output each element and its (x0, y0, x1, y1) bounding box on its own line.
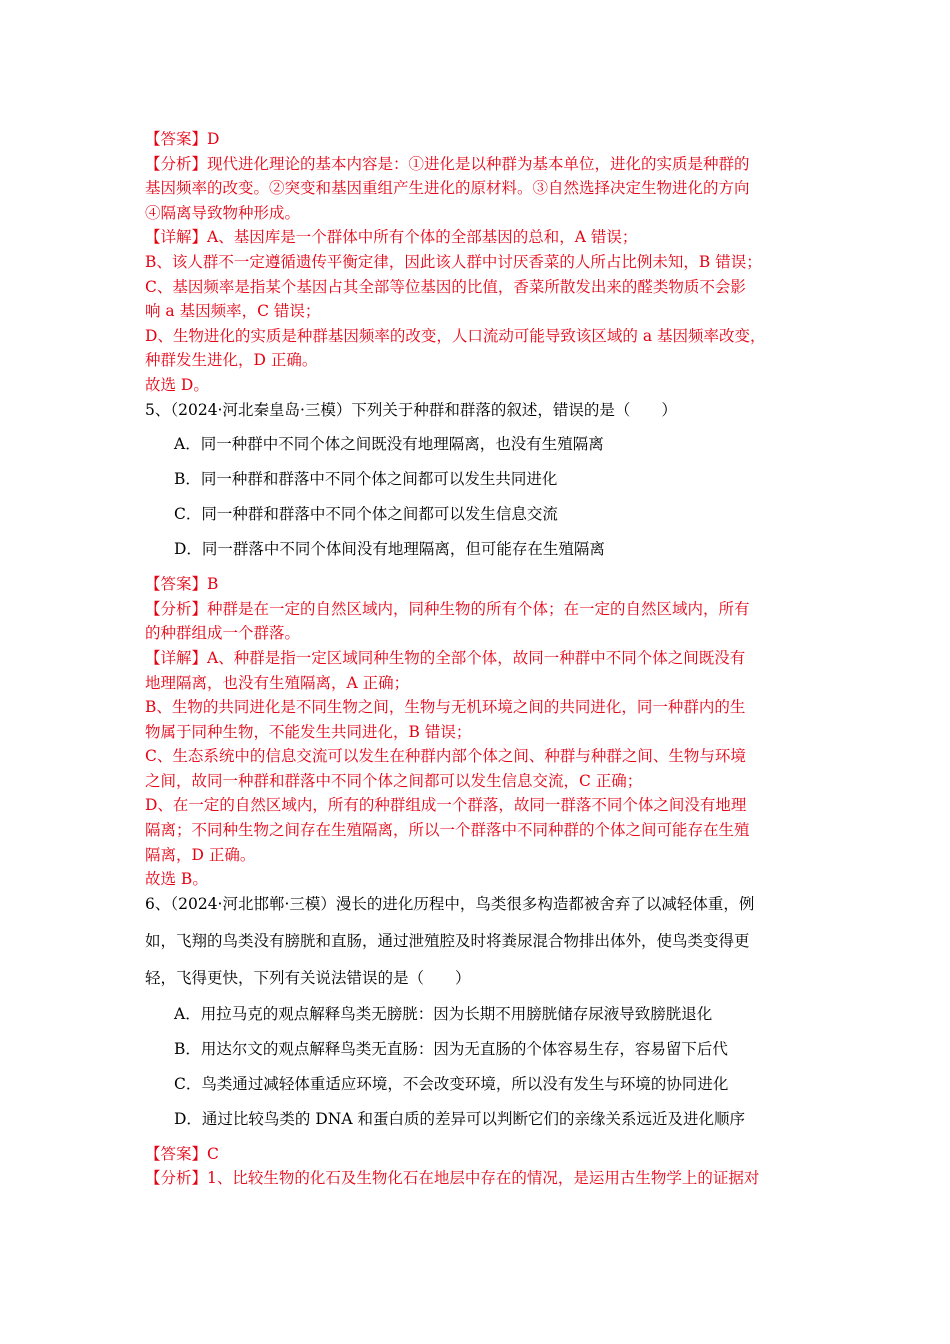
option-d: D．通过比较鸟类的 DNA 和蛋白质的差异可以判断它们的亲缘关系远近及进化顺序 (174, 1109, 745, 1128)
question-stem: 6、（2024·河北邯郸·三模）漫长的进化历程中，鸟类很多构造都被舍弃了以减轻体重，例 (145, 894, 755, 913)
option-c: C．鸟类通过减轻体重适应环境，不会改变环境，所以没有发生与环境的协同进化 (174, 1074, 729, 1093)
answer-line: 【答案】D (145, 130, 220, 148)
question-stem: 轻，飞得更快，下列有关说法错误的是（ ） (145, 968, 471, 987)
detail-line: 种群发生进化，D 正确。 (145, 351, 318, 370)
detail-line: D、生物进化的实质是种群基因频率的改变，人口流动可能导致该区域的 a 基因频率改变， (145, 326, 766, 345)
analysis-line: 基因频率的改变。②突变和基因重组产生进化的原材料。③自然选择决定生物进化的方向 (145, 179, 750, 198)
option-b: B．同一种群和群落中不同个体之间都可以发生共同进化 (174, 470, 558, 489)
detail-line: 响 a 基因频率，C 错误； (145, 302, 321, 321)
analysis-line (145, 152, 815, 177)
detail-line (145, 646, 815, 671)
detail-line: 地理隔离，也没有生殖隔离，A 正确； (145, 673, 410, 692)
analysis-text: 1、比较生物的化石及生物化石在地层中存在的情况，是运用古生物学上的证据对 (207, 1169, 760, 1188)
question-stem: 如，飞翔的鸟类没有膀胱和直肠，通过泄殖腔及时将粪尿混合物排出体外，使鸟类变得更 (145, 931, 750, 950)
detail-line: D、在一定的自然区域内，所有的种群组成一个群落，故同一群落不同个体之间没有地理 (145, 796, 747, 815)
question-stem: 5、（2024·河北秦皇岛·三模）下列关于种群和群落的叙述，错误的是（ ） (145, 400, 677, 419)
detail-line: C、生态系统中的信息交流可以发生在种群内部个体之间、种群与种群之间、生物与环境 (145, 747, 746, 766)
analysis-text: 种群是在一定的自然区域内，同种生物的所有个体；在一定的自然区域内，所有 (207, 599, 750, 618)
conclusion-line: 故选 D。 (145, 375, 209, 394)
detail-line: 隔离，D 正确。 (145, 845, 256, 864)
option-list (145, 427, 815, 567)
analysis-tag: 【分析】 (145, 1169, 208, 1188)
analysis-line (145, 1166, 815, 1191)
conclusion-line: 故选 B。 (145, 870, 208, 889)
option-list (145, 997, 815, 1137)
document-page (145, 127, 815, 1191)
detail-line: 之间，故同一种群和群落中不同个体之间都可以发生信息交流，C 正确； (145, 771, 643, 790)
analysis-line: 的种群组成一个群落。 (145, 624, 301, 643)
answer-line: 【答案】B (145, 575, 219, 594)
detail-line: 物属于同种生物，不能发生共同进化，B 错误； (145, 722, 472, 741)
detail-tag: 【详解】 (145, 228, 208, 247)
answer-line: 【答案】C (145, 1144, 219, 1163)
detail-line: 隔离；不同种生物之间存在生殖隔离，所以一个群落中不同种群的个体之间可能存在生殖 (145, 821, 750, 840)
analysis-line: ④隔离导致物种形成。 (145, 203, 301, 222)
option-c: C．同一种群和群落中不同个体之间都可以发生信息交流 (174, 505, 558, 524)
option-a: A．同一种群中不同个体之间既没有地理隔离，也没有生殖隔离 (174, 435, 604, 454)
option-d: D．同一群落中不同个体间没有地理隔离，但可能存在生殖隔离 (174, 540, 605, 559)
analysis-tag: 【分析】 (145, 599, 208, 618)
option-b: B．用达尔文的观点解释鸟类无直肠：因为无直肠的个体容易生存，容易留下后代 (174, 1039, 728, 1058)
detail-line (145, 225, 815, 250)
detail-text: A、种群是指一定区域同种生物的全部个体，故同一种群中不同个体之间既没有 (207, 648, 746, 667)
detail-line: B、生物的共同进化是不同生物之间，生物与无机环境之间的共同进化，同一种群内的生 (145, 698, 746, 717)
option-a: A．用拉马克的观点解释鸟类无膀胱：因为长期不用膀胱储存尿液导致膀胱退化 (174, 1004, 713, 1023)
analysis-text: 现代进化理论的基本内容是：①进化是以种群为基本单位，进化的实质是种群的 (207, 154, 750, 173)
detail-line: C、基因频率是指某个基因占其全部等位基因的比值，香菜所散发出来的醛类物质不会影 (145, 277, 746, 296)
detail-tag: 【详解】 (145, 648, 208, 667)
detail-line: B、该人群不一定遵循遗传平衡定律，因此该人群中讨厌香菜的人所占比例未知，B 错误； (145, 252, 762, 271)
analysis-tag: 【分析】 (145, 154, 208, 173)
analysis-line (145, 597, 815, 622)
detail-text: A、基因库是一个群体中所有个体的全部基因的总和，A 错误； (207, 228, 638, 247)
